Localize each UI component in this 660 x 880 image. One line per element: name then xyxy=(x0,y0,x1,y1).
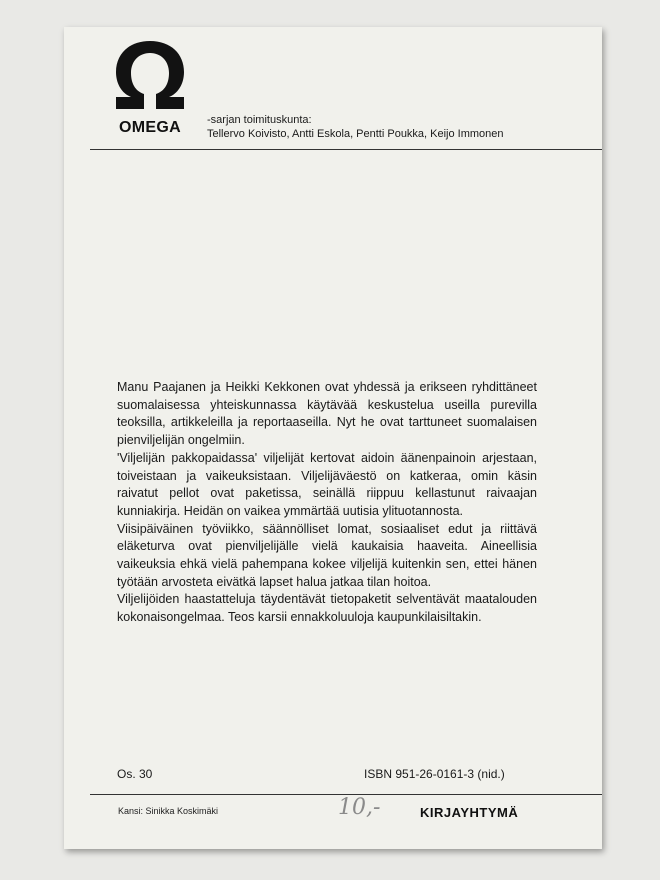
omega-logo xyxy=(106,39,194,139)
editorial-board-heading: -sarjan toimituskunta: xyxy=(207,114,312,126)
logo-wordmark: OMEGA xyxy=(119,119,181,136)
isbn: ISBN 951-26-0161-3 (nid.) xyxy=(364,767,505,781)
editorial-board-names: Tellervo Koivisto, Antti Eskola, Pentti Poukka, Keijo Immonen xyxy=(207,128,504,140)
editorial-board xyxy=(207,113,504,141)
description-paragraph: 'Viljelijän pakkopaidassa' viljelijät kertovat aidoin äänenpainoin arjestaan, toiveistaan ja vaikeuksistaan. Viljelijäväestö on katkeraa, omin käsin raivatut pellot ovat paketissa, seinällä riippuu kellastunut raivaajan kunniakirja. Heidän on vaikea ymmärtää uutisia ylituotannosta. xyxy=(117,450,537,518)
description-paragraph: Viljelijöiden haastatteluja täydentävät tietopaketit selventävät maatalouden kokonaisongelmaa. Teos karsii ennakkoluuloja kaupunkilaisiltakin. xyxy=(117,592,537,625)
pencil-price-mark: 10,- xyxy=(338,795,381,820)
omega-icon xyxy=(112,39,188,111)
description-paragraph: Viisipäiväinen työviikko, säännölliset lomat, sosiaaliset edut ja riittävä eläketurva ovat pienviljelijälle vielä kaukaisia haaveita. Aineellisia vaikeuksia ehkä vielä pahempana kokee viljelijä kuitenkin sen, ettei hänen työtään arvosteta eivätkä lapset halua jatkaa tilan hoitoa. xyxy=(117,521,537,589)
series-number: Os. 30 xyxy=(117,767,153,781)
publisher-name: KIRJAYHTYMÄ xyxy=(420,805,519,820)
description-paragraph: Manu Paajanen ja Heikki Kekkonen ovat yhdessä ja erikseen ryhdittäneet suomalaisessa yhteiskunnassa käytävää keskustelua useilla purevilla teoksilla, artikkeleilla ja reportaaseilla. Nyt he ovat tarttuneet suomalaisen pienviljelijän ongelmiin. xyxy=(117,380,537,448)
top-divider xyxy=(90,149,602,150)
book-back-cover xyxy=(64,27,602,849)
book-description xyxy=(117,379,537,627)
cover-credit: Kansi: Sinikka Koskimäki xyxy=(118,806,219,816)
